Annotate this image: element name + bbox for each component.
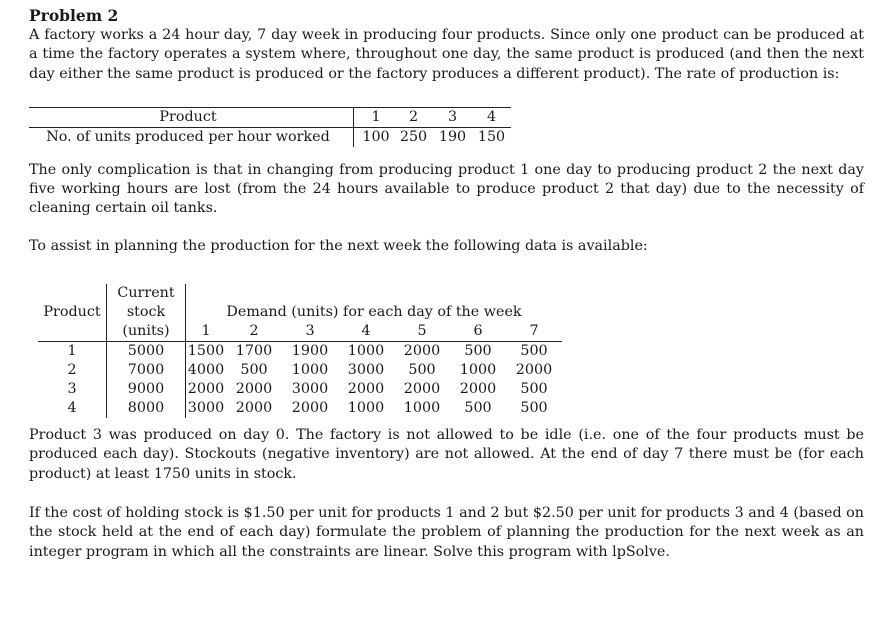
intro-paragraph: A factory works a 24 hour day, 7 day week in producing four products. Since only one product can be produced at a time the factory operates a system where, throughout one day, the same product is produced (and then the next day either the same product is produced or the factory produces a different product). The rate of production is: [29,27,864,82]
rate-row-label: No. of units produced per hour worked [29,127,354,147]
day-header-6: 6 [450,322,506,342]
row-stock: 7000 [107,361,186,380]
stock-header-line-1: Current [107,284,186,303]
cost-paragraph: If the cost of holding stock is $1.50 per unit for products 1 and 2 but $2.50 per unit for products 3 and 4 (based on the stock held at the end of each day) formulate the problem of planning the production for the next week as an integer program in which all the constraints are linear. Solve this program with lpSolve. [29,504,864,560]
row-product: 2 [67,362,77,379]
day-header-2: 2 [226,322,282,342]
assist-paragraph: To assist in planning the production for the next week the following data is available: [29,237,648,254]
demand-cell: 500 [520,343,548,360]
demand-cell: 1000 [403,400,441,417]
demand-cell: 2000 [515,362,553,379]
row-stock: 9000 [107,380,186,399]
demand-cell: 1900 [291,343,329,360]
demand-cell: 3000 [347,362,385,379]
row-product: 1 [67,343,77,360]
rate-value-4: 150 [472,127,511,147]
demand-cell: 1000 [291,362,329,379]
demand-table-container [38,284,864,418]
day-header-4: 4 [338,322,394,342]
row-product: 4 [67,400,77,417]
demand-row-product-3 [38,380,562,399]
day-header-1: 1 [186,322,227,342]
demand-table [38,284,562,418]
rate-product-2: 2 [394,107,433,127]
demand-cell: 2000 [403,381,441,398]
demand-cell: 2000 [459,381,497,398]
stock-header-line-2: stock [107,303,186,322]
constraints-paragraph: Product 3 was produced on day 0. The factory is not allowed to be idle (i.e. one of the four products must be produced each day). Stockouts (negative inventory) are not allowed. At the end of day 7 there must be (for each product) at least 1750 units in stock. [29,427,864,482]
demand-row-product-2 [38,361,562,380]
demand-cell: 1000 [347,343,385,360]
rate-product-1: 1 [354,107,395,127]
demand-header: Demand (units) for each day of the week [186,303,563,322]
demand-cell: 3000 [186,399,227,418]
rate-value-1: 100 [354,127,395,147]
rate-product-4: 4 [472,107,511,127]
demand-header-row-1 [38,284,562,303]
demand-cell: 1700 [235,343,273,360]
product-header: Product [43,304,101,321]
demand-cell: 2000 [403,343,441,360]
problem-title: Problem 2 [29,6,119,25]
rate-table [29,107,511,147]
rate-header-row [29,107,511,127]
demand-cell: 1000 [347,400,385,417]
demand-cell: 500 [464,343,492,360]
rate-value-2: 250 [394,127,433,147]
rate-header-label: Product [29,107,354,127]
demand-cell: 2000 [291,400,329,417]
demand-cell: 2000 [186,380,227,399]
complication-paragraph: The only complication is that in changing from producing product 1 one day to producing product 2 the next day five working hours are lost (from the 24 hours available to produce product 2 that day) due to the necessity of cleaning certain oil tanks. [29,161,864,217]
row-stock: 5000 [107,342,186,362]
rate-value-3: 190 [433,127,472,147]
demand-cell: 500 [464,400,492,417]
day-header-5: 5 [394,322,450,342]
row-product: 3 [67,381,77,398]
demand-header-row-3 [38,322,562,342]
day-header-7: 7 [506,322,562,342]
rate-value-row [29,127,511,147]
demand-cell: 3000 [291,381,329,398]
demand-cell: 2000 [235,381,273,398]
demand-cell: 2000 [347,381,385,398]
demand-row-product-1 [38,342,562,362]
demand-header-row-2 [38,303,562,322]
demand-cell: 500 [408,362,436,379]
demand-cell: 500 [240,362,268,379]
problem-page [29,6,864,562]
rate-product-3: 3 [433,107,472,127]
demand-cell: 1000 [459,362,497,379]
demand-cell: 1500 [186,342,227,362]
rate-table-container [29,107,864,147]
stock-header-line-3: (units) [107,322,186,342]
row-stock: 8000 [107,399,186,418]
day-header-3: 3 [282,322,338,342]
demand-cell: 4000 [186,361,227,380]
demand-cell: 500 [520,381,548,398]
demand-row-product-4 [38,399,562,418]
demand-cell: 2000 [235,400,273,417]
demand-cell: 500 [520,400,548,417]
